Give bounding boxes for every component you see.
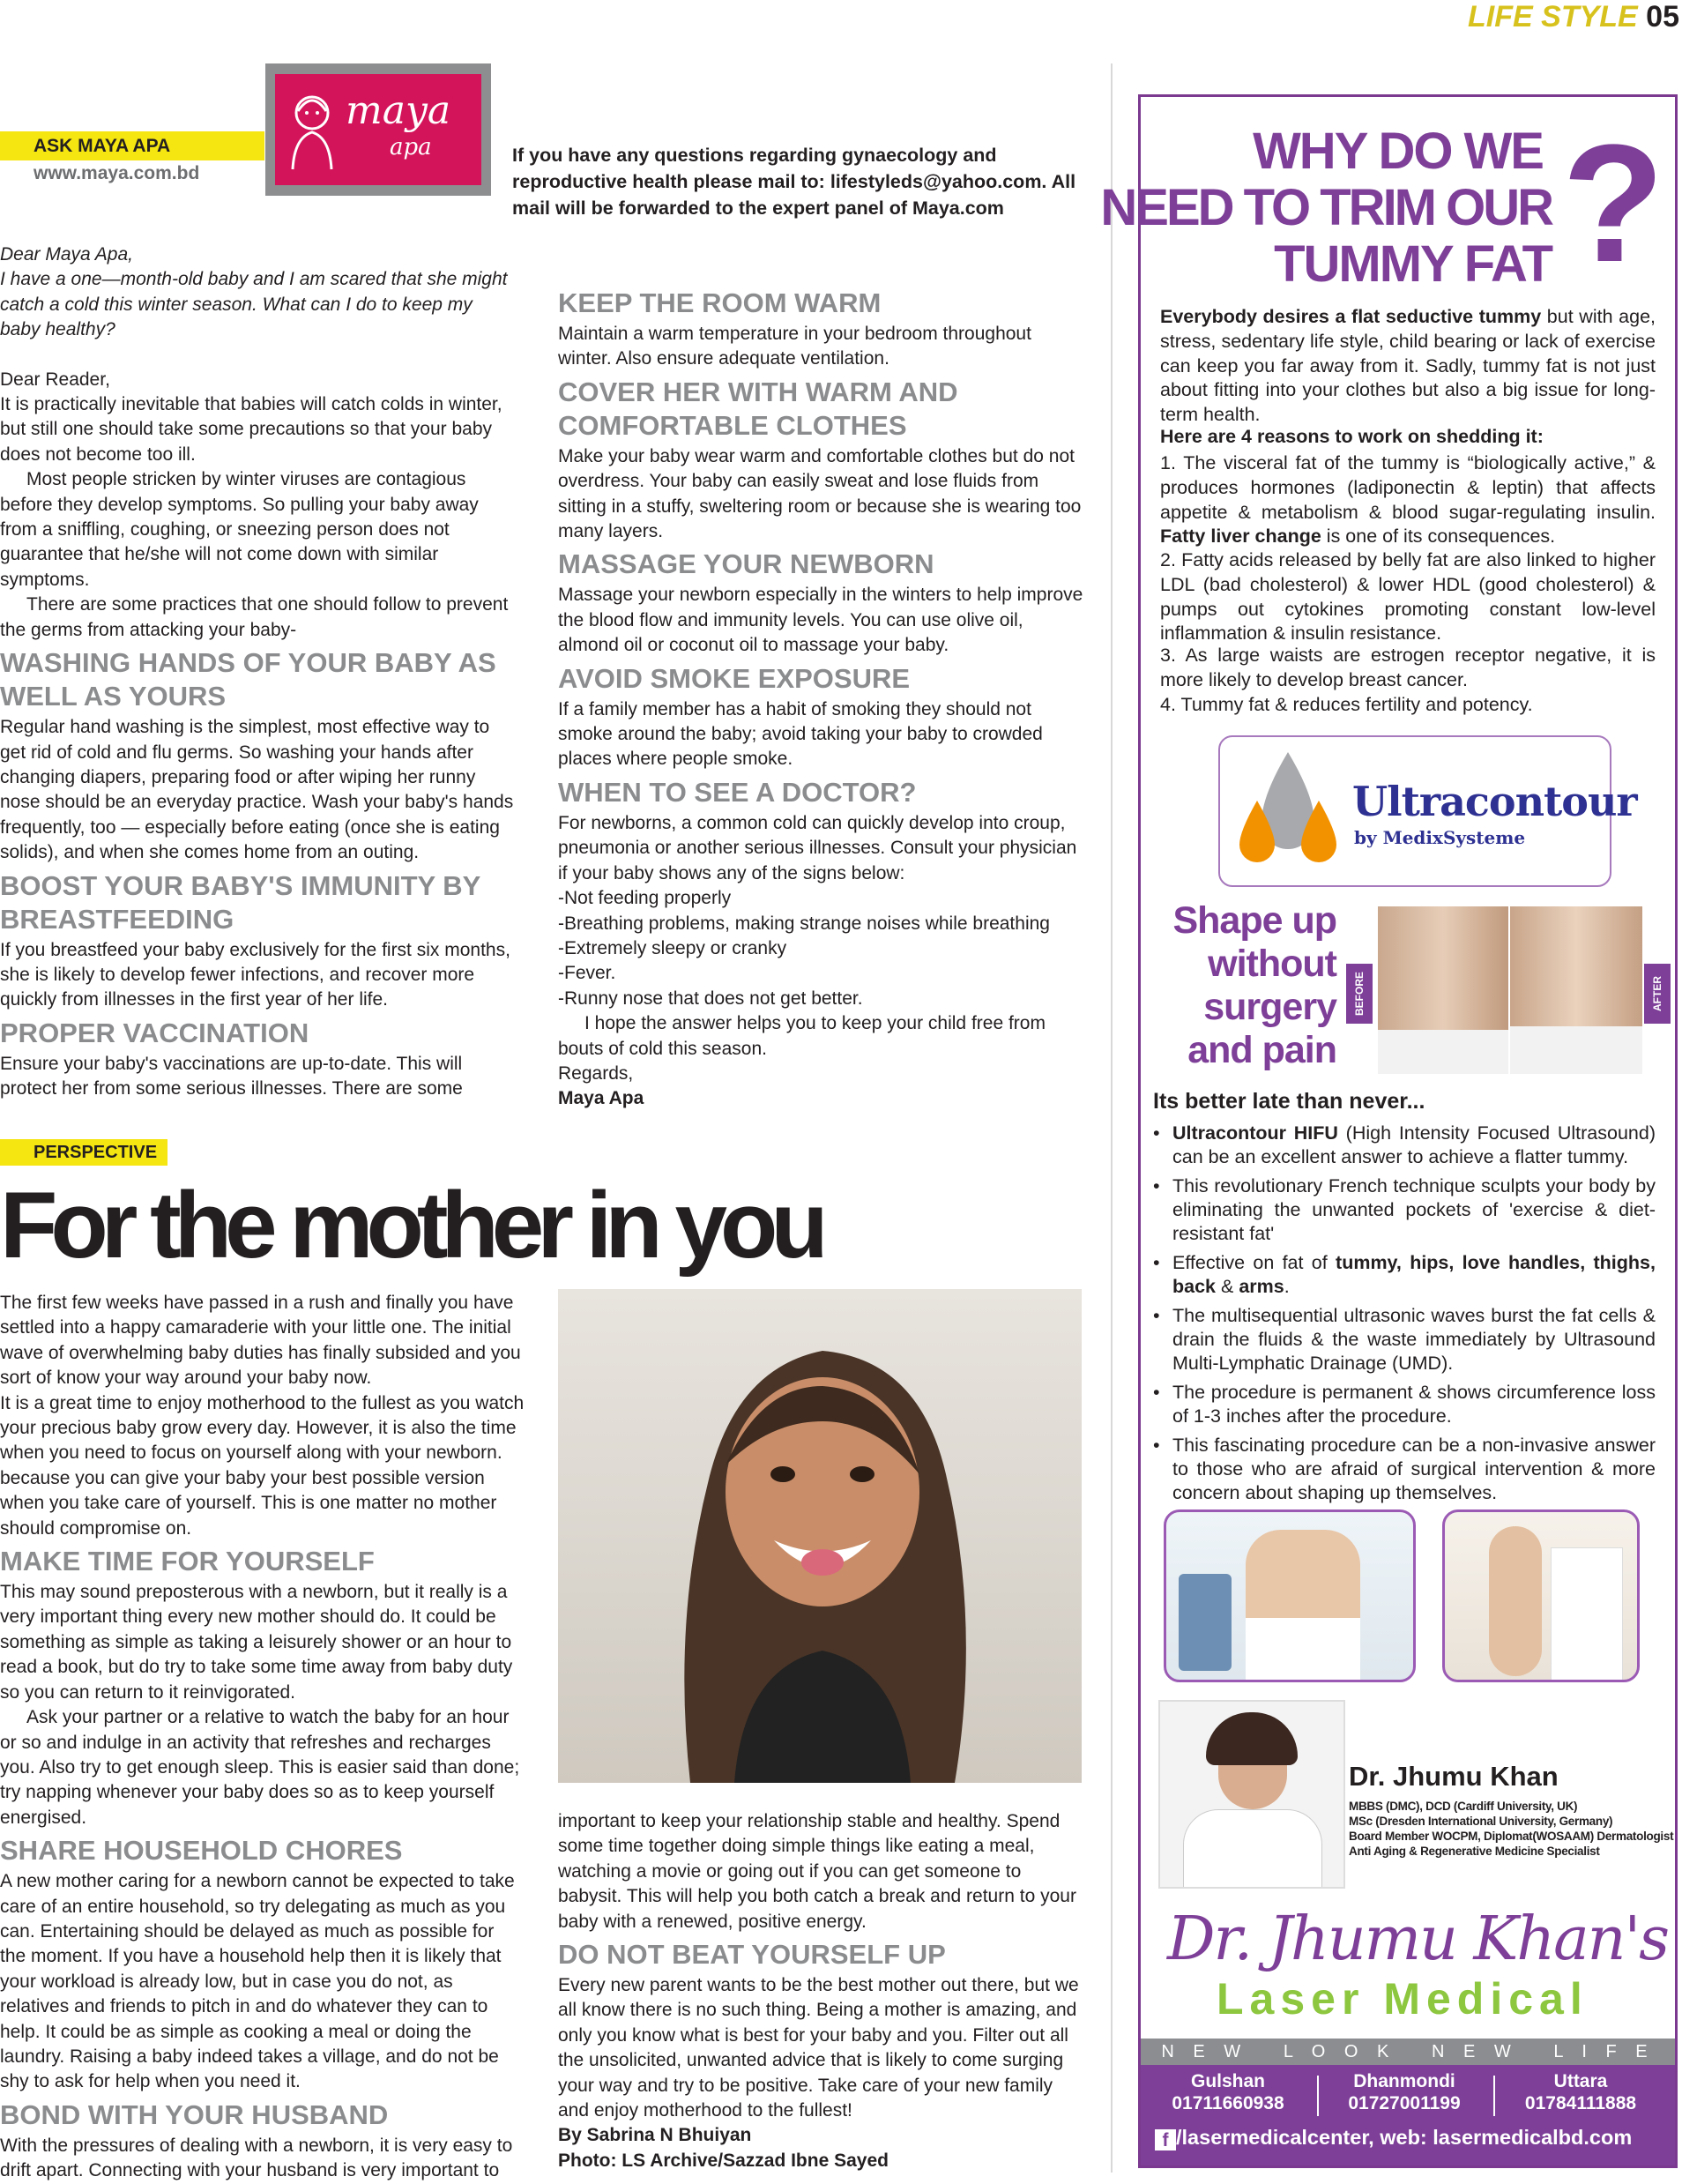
facebook-icon: f — [1155, 2129, 1176, 2150]
perspective-column-2 — [558, 1809, 1083, 2173]
tagline: N E W L O O K N E W L I F E — [1141, 2039, 1675, 2065]
masthead — [1424, 0, 1679, 34]
ad-title-line-2: NEED TO TRIM OUR — [1100, 179, 1552, 236]
subhead-doctor: WHEN TO SEE A DOCTOR? — [558, 776, 917, 808]
reason-1 — [1160, 451, 1656, 549]
subhead-clothes: COVER HER WITH WARM AND COMFORTABLE CLOTHES — [558, 376, 958, 441]
subhead-smoke: AVOID SMOKE EXPOSURE — [558, 662, 911, 694]
child-photo — [558, 1289, 1082, 1783]
sign-2: -Breathing problems, making strange noises while breathing — [558, 913, 1050, 934]
massage-text: Massage your newborn especially in the winters to help improve the blood flow and immunity levels. You can use olive oil, almond oil or coconut oil to massage your baby. — [558, 585, 1083, 656]
reason-1-text: 1. The visceral fat of the tummy is “biologically active,” & produces hormones (ladiponectin & leptin) that affects appetite & metabolism & blood sugar-regulating insulin. — [1160, 452, 1656, 523]
ad-intro-bold: Everybody desires a flat seductive tummy — [1160, 306, 1542, 327]
reply-paragraph-3: There are some practices that one should follow to prevent the germs from attacking your baby- — [0, 594, 509, 640]
letter-column-2 — [558, 242, 1084, 1112]
reason-1-bold: Fatty liver change — [1160, 526, 1321, 548]
better-late: Its better late than never... — [1153, 1089, 1425, 1114]
room-warm-text: Maintain a warm temperature in your bedroom throughout winter. Also ensure adequate ventilation. — [558, 324, 1031, 369]
vaccination-text: Ensure your baby's vaccinations are up-to-date. This will protect her from some serious illnesses. There are some — [0, 1053, 463, 1099]
brand-sub: by MedixSysteme — [1354, 827, 1526, 848]
maya-logo — [265, 63, 491, 196]
benefit-5: • The procedure is permanent & shows circumference loss of 1-3 inches after the procedure. — [1153, 1381, 1656, 1428]
ad-intro — [1160, 305, 1656, 428]
sign-4: -Fever. — [558, 963, 616, 984]
shape-line-1: Shape up — [1172, 899, 1336, 942]
ask-url: www.maya.com.bd — [33, 163, 200, 183]
branch-gulshan: Gulshan 01711660938 — [1172, 2071, 1284, 2113]
perspective-p2: It is a great time to enjoy motherhood to the fullest as you watch your precious baby grow every day. However, it is also the time when you need to focus on yourself along with your newborn. because you can give your baby your best possible version when you take care of yourself. This is one matter no mother should compromise on. — [0, 1392, 525, 1539]
clothes-text: Make your baby wear warm and comfortable clothes but do not overdress. Your baby can easily sweat and lose fluids from sitting in a stuffy, sweltering room or because she is wearing too many layers. — [558, 445, 1082, 542]
branch-divider — [1493, 2076, 1495, 2116]
benefit-6: • This fascinating procedure can be a non-invasive answer to those who are afraid of surgical intervention & more concern about shaping up themselves. — [1153, 1434, 1656, 1505]
before-after-photo — [1346, 906, 1671, 1074]
reply-salutation: Dear Reader, — [0, 369, 110, 390]
web-address: /lasermedicalcenter, web: lasermedicalbd.com — [1176, 2126, 1633, 2149]
shape-line-2: without — [1208, 943, 1336, 985]
shape-up-text — [1151, 899, 1336, 1072]
subhead-share-chores: SHARE HOUSEHOLD CHORES — [0, 1835, 403, 1867]
doctor-credentials: MBBS (DMC), DCD (Cardiff University, UK) MSc (Dresden International University, Germany) Board Member WOCPM, Diplomat(WOSAAM) Dermatologist Anti Aging & Regenerative Medicine Specialist — [1349, 1800, 1674, 1858]
shape-line-3: surgery — [1203, 986, 1336, 1028]
letter-question: I have a one—month-old baby and I am scared that she might catch a cold this winter season. What can I do to keep my baby healthy? — [0, 269, 508, 340]
ultracontour-logo — [1218, 735, 1637, 887]
letter-salutation: Dear Maya Apa, — [0, 244, 133, 265]
smoke-text: If a family member has a habit of smoking they should not smoke around the baby; avoid taking your baby to crowded places where people smoke. — [558, 698, 1043, 770]
dont-beat-text: Every new parent wants to be the best mother out there, but we all know there is no such thing. Being a mother is amazing, and only you know what is best for your baby and you. Filter out all the unsolicited, unwanted advice that is likely to come surging your way and try to be positive. Take care of your new family and enjoy motherhood to the fullest! — [558, 1975, 1079, 2121]
reason-1-tail: is one of its consequences. — [1321, 526, 1556, 548]
web-line — [1155, 2125, 1666, 2150]
regards-text: Regards, — [558, 1062, 634, 1084]
breastfeeding-text: If you breastfeed your baby exclusively for the first six months, she is likely to develop fewer infections, and recover more quickly from illnesses in the first year of her life. — [0, 939, 510, 1010]
sign-5: -Runny nose that does not get better. — [558, 988, 863, 1009]
closing-text: I hope the answer helps you to keep your child free from bouts of cold this season. — [558, 1013, 1046, 1059]
subhead-massage: MASSAGE YOUR NEWBORN — [558, 548, 934, 580]
shape-line-4: and pain — [1187, 1029, 1336, 1071]
ad-title-line-3: TUMMY FAT — [1274, 235, 1552, 293]
after-label: AFTER — [1644, 964, 1671, 1024]
treatment-photo-2 — [1442, 1509, 1640, 1682]
section-name: LIFE STYLE — [1468, 0, 1638, 34]
ask-intro: If you have any questions regarding gynaecology and reproductive health please mail to: lifestyleds@yahoo.com. All mail will be forwarded to the expert panel of Maya.com — [512, 145, 1076, 219]
subhead-vaccination: PROPER VACCINATION — [0, 1017, 309, 1048]
after-image — [1510, 906, 1642, 1074]
branch-uttara: Uttara 01784111888 — [1524, 2071, 1637, 2113]
benefit-1: • Ultracontour HIFU (High Intensity Focused Ultrasound) can be an excellent answer to achieve a flatter tummy. — [1153, 1122, 1656, 1169]
perspective-p1: The first few weeks have passed in a rush and finally you have settled into a happy camaraderie with your little one. The initial wave of overwhelming baby duties has finally subsided and you sort of know your way around your baby now. — [0, 1293, 521, 1389]
subhead-bond-husband: BOND WITH YOUR HUSBAND — [0, 2098, 389, 2130]
benefit-3: • Effective on fat of tummy, hips, love handles, thighs, back & arms. — [1153, 1251, 1656, 1299]
subhead-washing-hands: WASHING HANDS OF YOUR BABY AS WELL AS YOURS — [0, 647, 496, 712]
perspective-tag: PERSPECTIVE — [0, 1139, 167, 1166]
clinic-logo-script: Dr. Jhumu Khan's — [1167, 1904, 1669, 1974]
washing-hands-text: Regular hand washing is the simplest, most effective way to get rid of cold and flu germs. So washing your hands after changing diapers, preparing food or after wiping her runny nose should be an everyday practice. Wash your baby's hands frequently, too — especially before eating (once she is eating solids), and when she comes home from an outing. — [0, 717, 514, 863]
page-number: 05 — [1646, 0, 1679, 34]
signature: Maya Apa — [558, 1088, 644, 1109]
ad-intro-rest: but with age, stress, sedentary life style, child bearing or lack of exercise can keep you far away from it. Sadly, tummy fat is not just about fitting into your clothes but also a big issue for long-term health. — [1160, 306, 1656, 426]
clinic-logo-name: Laser Medical — [1217, 1974, 1589, 2024]
letter-column-1 — [0, 242, 517, 1102]
subhead-make-time: MAKE TIME FOR YOURSELF — [0, 1546, 375, 1577]
treatment-photo-1 — [1164, 1509, 1416, 1682]
headline: For the mother in you — [0, 1172, 822, 1278]
sign-1: -Not feeding properly — [558, 888, 732, 909]
branch-dhanmondi: Dhanmondi 01727001199 — [1348, 2071, 1461, 2113]
maya-logo-sub: apa — [390, 134, 432, 160]
make-time-text: This may sound preposterous with a newborn, but it really is a very important thing every new mother should do. It could be something as simple as taking a leisurely shower or an hour to read a book, but do try to take some time away from baby duty so you can return to it reinvigorated. — [0, 1582, 513, 1703]
perspective-column-1 — [0, 1291, 525, 2184]
byline: By Sabrina N Bhuiyan — [558, 2125, 752, 2146]
ask-tag-label: ASK MAYA APA — [0, 131, 264, 160]
photo-credit: Photo: LS Archive/Sazzad Ibne Sayed — [558, 2150, 889, 2171]
bond-husband-text-cont: important to keep your relationship stable and healthy. Spend some time together doing simple things like eating a meal, watching a movie or going out if you can get someone to babysit. This will help you both catch a break and return to your baby with a renewed, positive energy. — [558, 1811, 1076, 1932]
doctor-text: For newborns, a common cold can quickly develop into croup, pneumonia or another serious illnesses. Consult your physician if your baby shows any of the signs below: — [558, 812, 1077, 883]
reply-paragraph-1: It is practically inevitable that babies will catch colds in winter, but still one should take some precautions so that your baby does not become too ill. — [0, 394, 502, 465]
drop-icon — [1231, 748, 1345, 871]
maya-logo-text: maya — [346, 88, 451, 133]
subhead-breastfeeding: BOOST YOUR BABY'S IMMUNITY BY BREASTFEEDING — [0, 869, 480, 935]
reasons-title: Here are 4 reasons to work on shedding it: — [1160, 426, 1544, 447]
question-mark-icon: ? — [1561, 110, 1664, 297]
make-time-text-2: Ask your partner or a relative to watch the baby for an hour or so and indulge in an activity that refreshes and recharges you. Also try to get enough sleep. This is easier said than done; try napping whenever your baby does so as to keep yourself energised. — [0, 1707, 520, 1828]
before-label: BEFORE — [1346, 964, 1373, 1024]
sign-3: -Extremely sleepy or cranky — [558, 937, 787, 958]
reason-4: 4. Tummy fat & reduces fertility and potency. — [1160, 694, 1533, 715]
benefit-list — [1153, 1122, 1656, 1510]
ask-tag — [0, 131, 264, 187]
branch-divider — [1317, 2076, 1319, 2116]
benefit-2: • This revolutionary French technique sculpts your body by eliminating the unwanted pockets of 'exercise & diet-resistant fat' — [1153, 1174, 1656, 1246]
column-divider — [1111, 63, 1113, 2173]
benefit-4: • The multisequential ultrasonic waves burst the fat cells & drain the fluids & the waste immediately by Ultrasound Multi-Lymphatic Drainage (UMD). — [1153, 1304, 1656, 1375]
ad-panel — [1100, 94, 1678, 2168]
reason-3: 3. As large waists are estrogen receptor negative, it is more likely to develop breast cancer. — [1160, 645, 1656, 690]
share-chores-text: A new mother caring for a newborn cannot be expected to take care of an entire household, so try delegating as much as you can. Entertaining should be delayed as much as possible for the moment. If you have a household help then it is likely that your workload is already low, but in case you do not, as relatives and friends to pitch in and do whatever they can to help. It could be as simple as cooking a meal or doing the laundry. Raising a baby indeed takes a village, and do not be shy to ask for help when you need it. — [0, 1871, 515, 2092]
ad-title-line-1: WHY DO WE — [1253, 123, 1543, 180]
subhead-dont-beat: DO NOT BEAT YOURSELF UP — [558, 1939, 946, 1971]
reason-2: 2. Fatty acids released by belly fat are also linked to higher LDL (bad cholesterol) & lower HDL (good cholesterol) & pumps out cytokines promoting constant low-level inflammation & insulin resistance. — [1160, 549, 1656, 645]
reply-paragraph-2: Most people stricken by winter viruses are contagious before they develop symptoms. So pulling your baby away from a sniffling, coughing, or sneezing person does not guarantee that he/she will not come down with similar symptoms. — [0, 469, 479, 590]
doctor-name: Dr. Jhumu Khan — [1349, 1761, 1559, 1792]
bond-husband-text: With the pressures of dealing with a newborn, it is very easy to drift apart. Connecting with your husband is very important to — [0, 2135, 513, 2181]
brand-name: Ultracontour — [1352, 778, 1637, 825]
before-image — [1378, 906, 1508, 1074]
clinic-footer — [1141, 2039, 1675, 2165]
subhead-room-warm: KEEP THE ROOM WARM — [558, 287, 882, 318]
maya-face-icon — [286, 85, 339, 173]
doctor-photo — [1158, 1700, 1345, 1889]
